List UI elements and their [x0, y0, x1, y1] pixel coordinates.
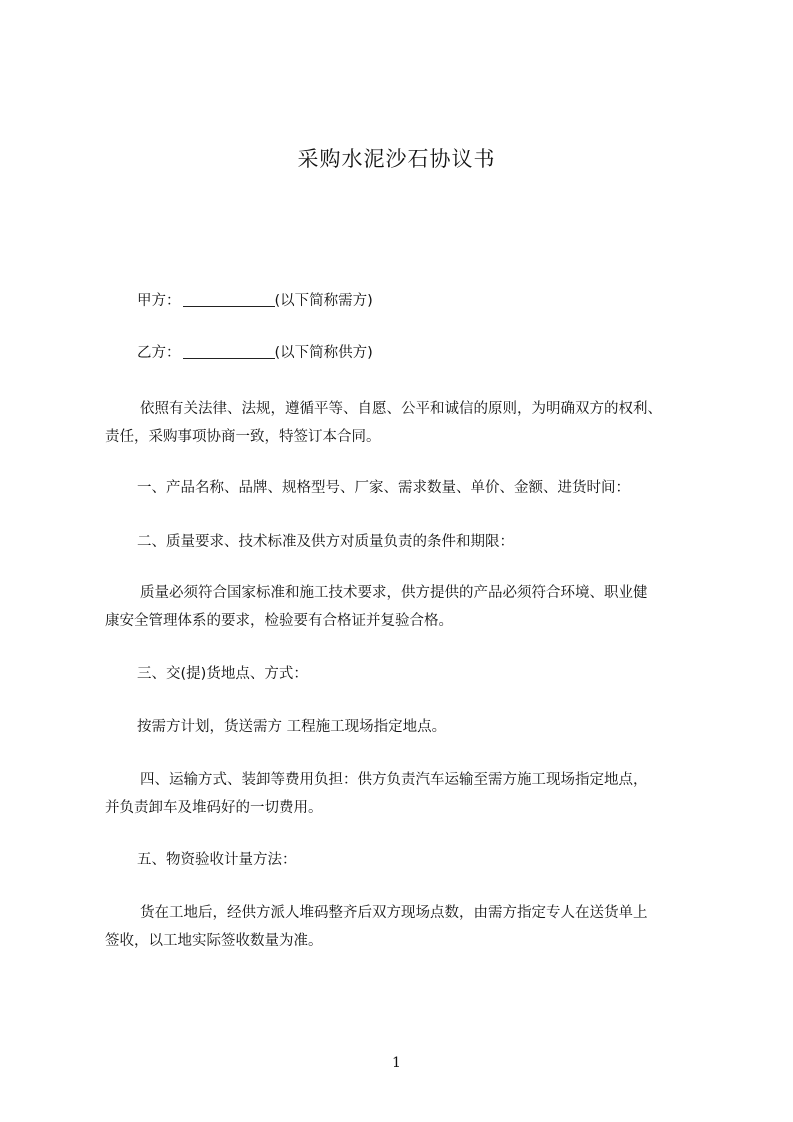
party-a-label: 甲方：	[137, 293, 181, 309]
intro-paragraph	[105, 395, 705, 451]
quality-paragraph	[105, 579, 705, 635]
delivery-text: 按需方计划，货送需方 工程施工现场指定地点。	[137, 719, 447, 735]
party-b-blank	[183, 344, 275, 359]
party-a-line	[105, 287, 737, 315]
party-b-label: 乙方：	[137, 345, 181, 361]
section-1-heading: 一、产品名称、品牌、规格型号、厂家、需求数量、单价、金额、进货时间：	[137, 480, 630, 496]
party-a-blank	[183, 292, 275, 307]
section-3-heading: 三、交(提)货地点、方式：	[137, 666, 308, 682]
quality-line-1: 质量必须符合国家标准和施工技术要求，供方提供的产品必须符合环境、职业健	[140, 585, 648, 601]
section-4-line-2: 并负责卸车及堆码好的一切费用。	[105, 800, 323, 816]
acceptance-line-2: 签收，以工地实际签收数量为准。	[105, 933, 323, 949]
section-5-heading: 五、物资验收计量方法：	[137, 852, 297, 868]
acceptance-paragraph	[105, 899, 705, 955]
party-b-suffix: (以下简称供方)	[274, 345, 373, 361]
section-4-line-1: 四、运输方式、装卸等费用负担：供方负责汽车运输至需方施工现场指定地点，	[140, 772, 648, 788]
acceptance-line-1: 货在工地后，经供方派人堆码整齐后双方现场点数，由需方指定专人在送货单上	[140, 905, 648, 921]
quality-line-2: 康安全管理体系的要求，检验要有合格证并复验合格。	[105, 613, 453, 629]
section-2-heading: 二、质量要求、技术标准及供方对质量负责的条件和期限：	[137, 534, 514, 550]
document-title: 采购水泥沙石协议书	[297, 147, 496, 171]
intro-line-2: 责任，采购事项协商一致，特签订本合同。	[105, 429, 381, 445]
section-4-paragraph	[105, 766, 705, 822]
party-b-line	[105, 339, 737, 367]
page-number: 1	[392, 1055, 401, 1071]
intro-line-1: 依照有关法律、法规，遵循平等、自愿、公平和诚信的原则，为明确双方的权利、	[140, 401, 662, 417]
party-a-suffix: (以下简称需方)	[274, 293, 373, 309]
